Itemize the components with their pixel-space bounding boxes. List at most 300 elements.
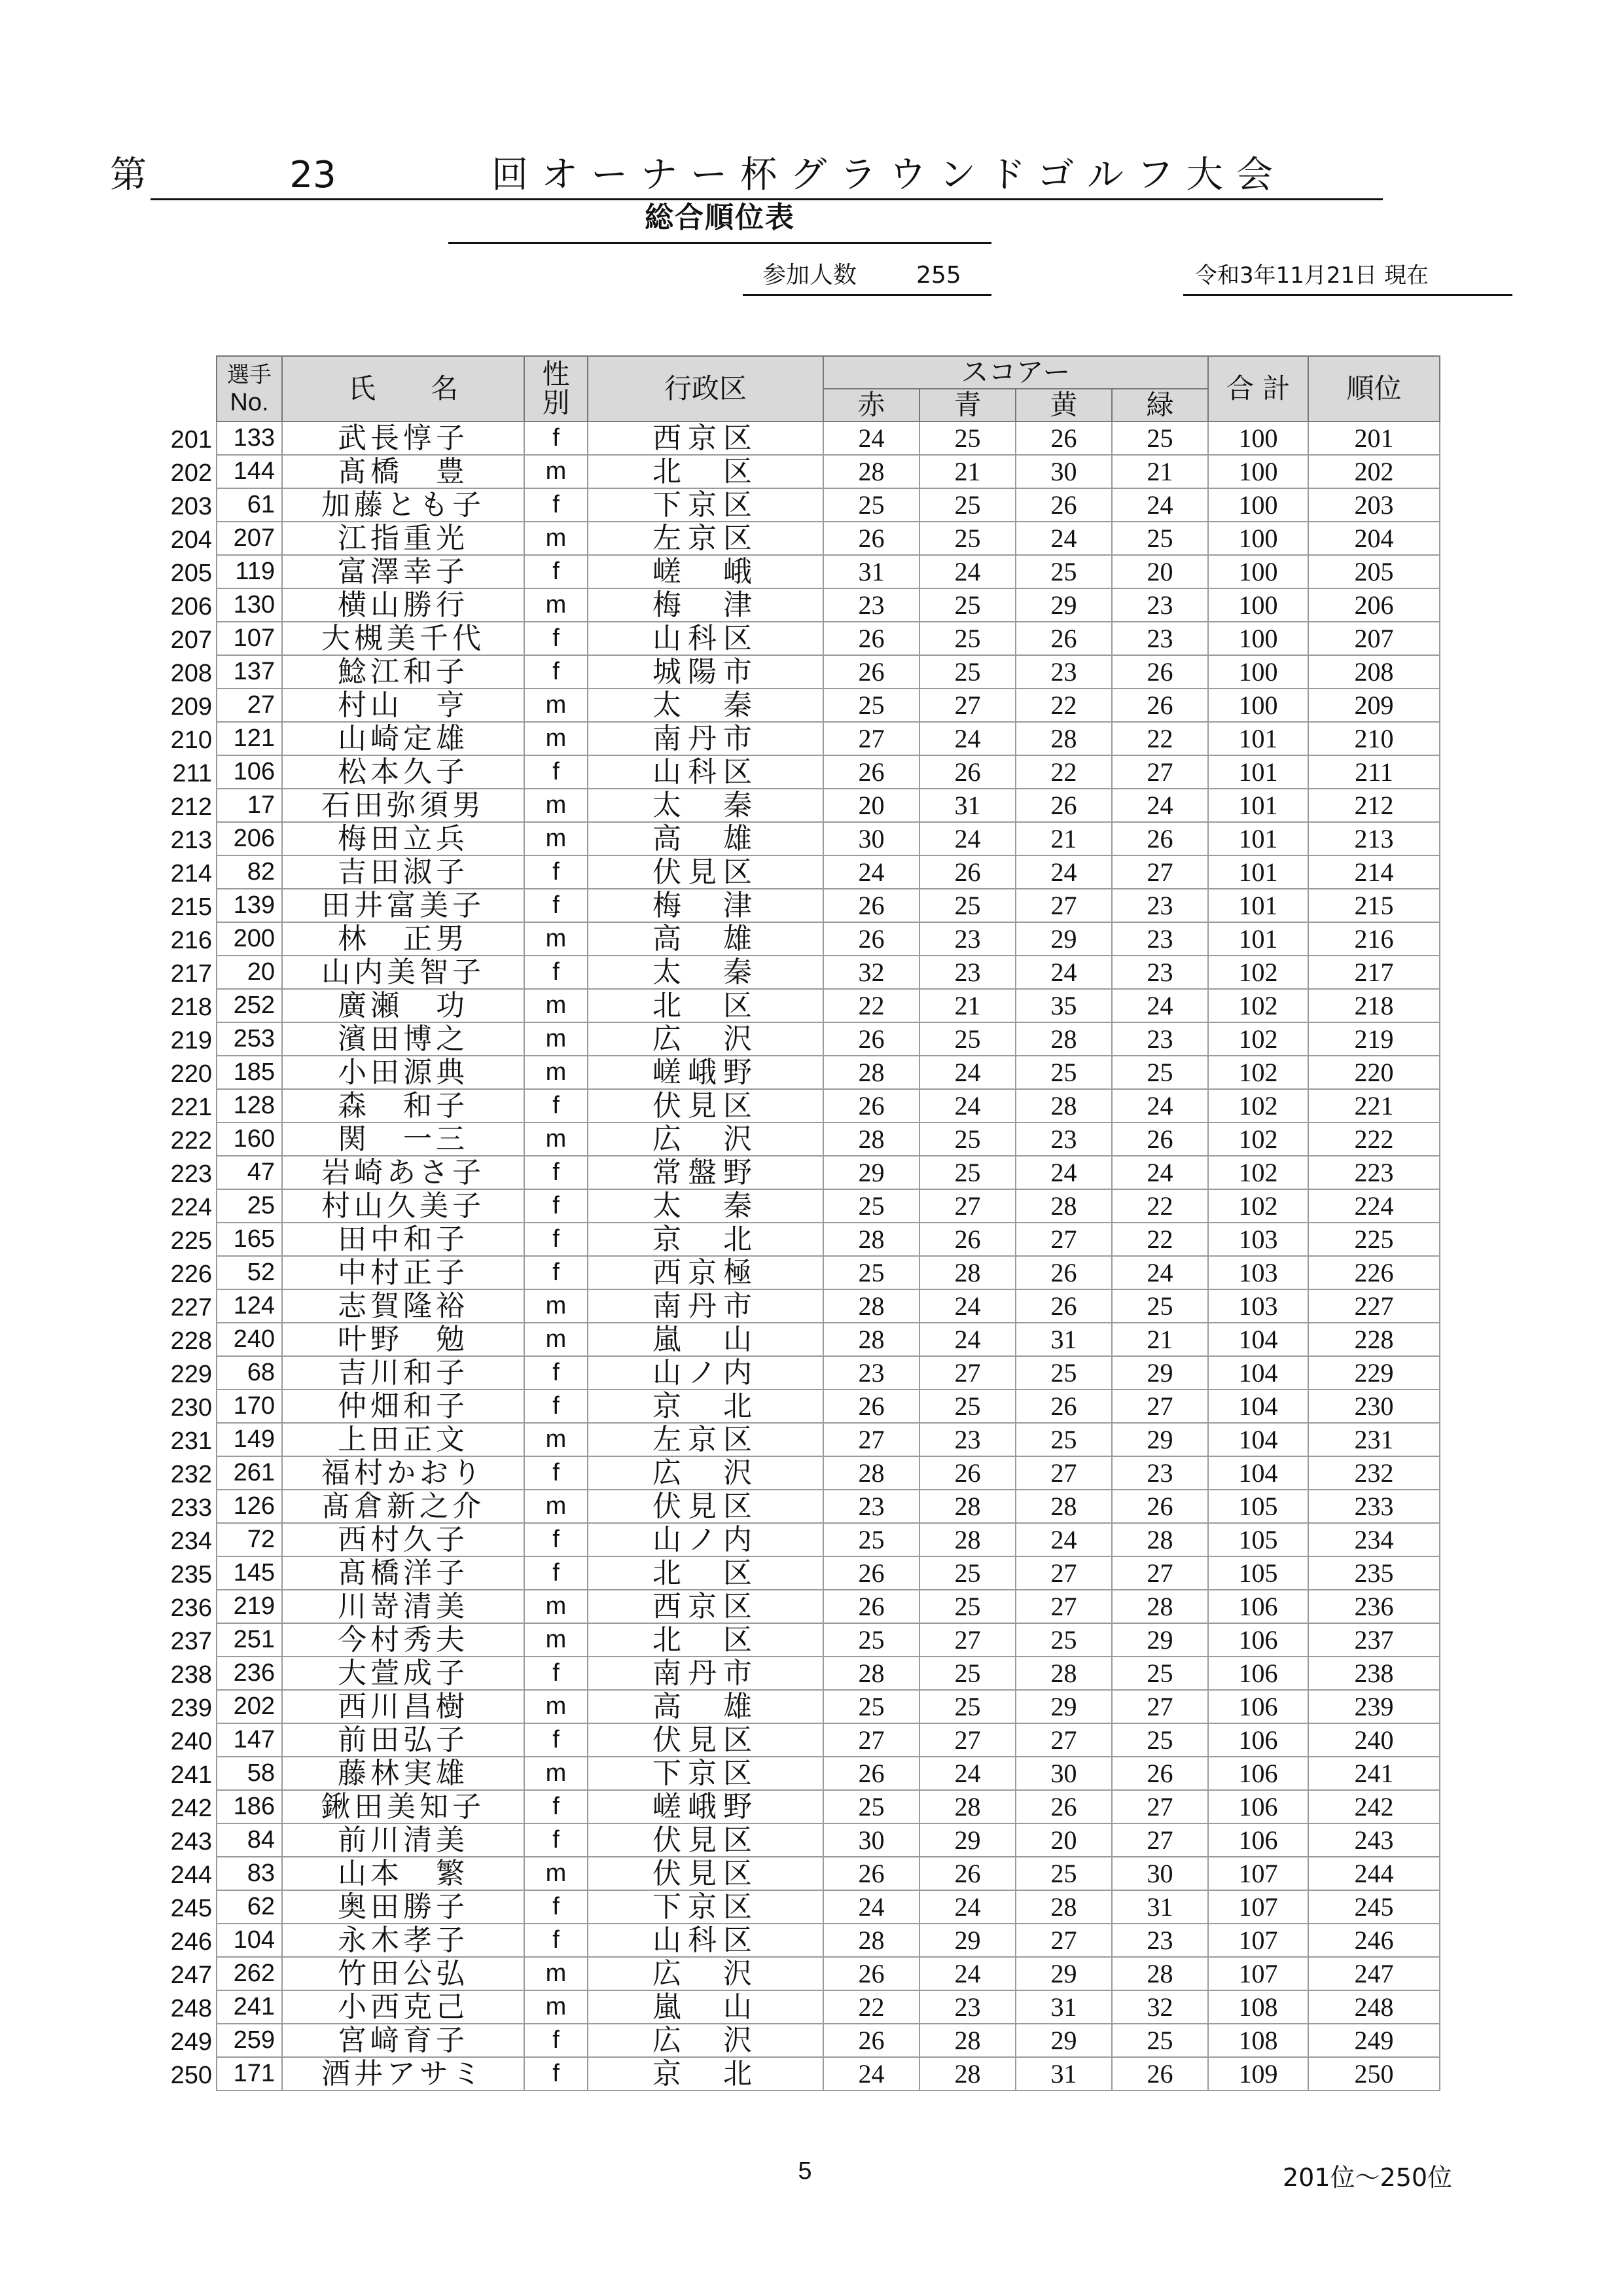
total-cell: 106 (1208, 1790, 1308, 1823)
score-green-cell: 24 (1112, 1256, 1208, 1289)
rank-range-note: 201位～250位 (1283, 2163, 1453, 2192)
sex-cell: m (524, 822, 588, 855)
header-name: 氏 名 (282, 356, 524, 422)
rank-cell: 231 (1308, 1423, 1440, 1456)
ward-cell: 嵯 峨 (588, 555, 823, 588)
rank-cell: 212 (1308, 789, 1440, 822)
score-red-cell: 28 (823, 1456, 919, 1490)
score-yellow-cell: 26 (1016, 789, 1112, 822)
table-row (217, 555, 1440, 588)
sex-cell: f (524, 1556, 588, 1590)
row-index-number: 205 (170, 560, 212, 587)
rank-cell: 205 (1308, 555, 1440, 588)
ranking-table (216, 355, 1440, 2091)
rank-cell: 236 (1308, 1590, 1440, 1623)
rank-cell: 203 (1308, 488, 1440, 522)
row-index-number: 217 (170, 960, 212, 988)
player-no-cell: 130 (217, 588, 282, 622)
rank-cell: 249 (1308, 2024, 1440, 2057)
row-index-number: 237 (170, 1628, 212, 1655)
row-index-number: 204 (170, 526, 212, 554)
header-player-no-top: 選手 (227, 362, 272, 388)
sex-cell: f (524, 1823, 588, 1857)
player-no-cell: 139 (217, 889, 282, 922)
score-red-cell: 26 (823, 655, 919, 689)
score-blue-cell: 27 (919, 1723, 1016, 1757)
player-no-cell: 206 (217, 822, 282, 855)
sex-cell: f (524, 1456, 588, 1490)
total-cell: 101 (1208, 889, 1308, 922)
score-green-cell: 24 (1112, 1089, 1208, 1122)
rank-cell: 245 (1308, 1890, 1440, 1924)
score-blue-cell: 25 (919, 1156, 1016, 1189)
score-red-cell: 28 (823, 1924, 919, 1957)
row-index-number: 212 (170, 793, 212, 821)
score-blue-cell: 26 (919, 1857, 1016, 1890)
total-cell: 108 (1208, 2024, 1308, 2057)
score-red-cell: 23 (823, 588, 919, 622)
table-row (217, 1356, 1440, 1390)
score-blue-cell: 23 (919, 956, 1016, 989)
player-name-cell: 仲畑和子 (282, 1390, 524, 1423)
score-yellow-cell: 28 (1016, 1657, 1112, 1690)
score-green-cell: 23 (1112, 889, 1208, 922)
player-name-cell: 江指重光 (282, 522, 524, 555)
table-row (217, 1990, 1440, 2024)
score-yellow-cell: 29 (1016, 1690, 1112, 1723)
score-blue-cell: 26 (919, 755, 1016, 789)
row-index-number: 202 (170, 459, 212, 487)
ward-cell: 下京区 (588, 488, 823, 522)
player-name-cell: 中村正子 (282, 1256, 524, 1289)
sex-cell: f (524, 1790, 588, 1823)
total-cell: 102 (1208, 956, 1308, 989)
score-red-cell: 32 (823, 956, 919, 989)
player-no-cell: 160 (217, 1122, 282, 1156)
score-blue-cell: 25 (919, 522, 1016, 555)
score-yellow-cell: 31 (1016, 2057, 1112, 2090)
row-index-number: 215 (170, 893, 212, 921)
score-blue-cell: 28 (919, 1790, 1016, 1823)
sex-cell: m (524, 1623, 588, 1657)
ward-cell: 京 北 (588, 2057, 823, 2090)
score-red-cell: 28 (823, 1657, 919, 1690)
score-yellow-cell: 28 (1016, 1189, 1112, 1223)
score-red-cell: 25 (823, 488, 919, 522)
score-green-cell: 26 (1112, 2057, 1208, 2090)
score-yellow-cell: 29 (1016, 588, 1112, 622)
total-cell: 106 (1208, 1757, 1308, 1790)
score-green-cell: 23 (1112, 1022, 1208, 1056)
score-green-cell: 29 (1112, 1623, 1208, 1657)
player-name-cell: 村山久美子 (282, 1189, 524, 1223)
rank-cell: 209 (1308, 689, 1440, 722)
score-yellow-cell: 27 (1016, 1590, 1112, 1623)
score-yellow-cell: 26 (1016, 622, 1112, 655)
score-red-cell: 26 (823, 1757, 919, 1790)
score-red-cell: 24 (823, 2057, 919, 2090)
row-index-number: 207 (170, 626, 212, 654)
player-name-cell: 加藤とも子 (282, 488, 524, 522)
player-no-cell: 170 (217, 1390, 282, 1423)
rank-cell: 206 (1308, 588, 1440, 622)
sex-cell: f (524, 2024, 588, 2057)
row-index-number: 247 (170, 1962, 212, 1989)
score-yellow-cell: 23 (1016, 655, 1112, 689)
row-index-number: 234 (170, 1528, 212, 1555)
row-index-number: 233 (170, 1494, 212, 1522)
score-green-cell: 23 (1112, 1924, 1208, 1957)
player-no-cell: 240 (217, 1323, 282, 1356)
score-yellow-cell: 26 (1016, 422, 1112, 455)
rank-cell: 204 (1308, 522, 1440, 555)
page-number: 5 (798, 2157, 812, 2185)
row-index-number: 211 (172, 760, 212, 787)
score-blue-cell: 29 (919, 1924, 1016, 1957)
ward-cell: 西京区 (588, 422, 823, 455)
score-red-cell: 23 (823, 1356, 919, 1390)
row-index-number: 238 (170, 1661, 212, 1689)
row-index-number: 220 (170, 1060, 212, 1088)
row-index-number: 246 (170, 1928, 212, 1956)
score-yellow-cell: 22 (1016, 755, 1112, 789)
score-red-cell: 30 (823, 822, 919, 855)
player-name-cell: 今村秀夫 (282, 1623, 524, 1657)
score-green-cell: 23 (1112, 922, 1208, 956)
total-cell: 106 (1208, 1590, 1308, 1623)
table-row (217, 855, 1440, 889)
header-sex-top: 性 (542, 357, 570, 390)
row-index-number: 218 (170, 994, 212, 1021)
score-blue-cell: 29 (919, 1823, 1016, 1857)
score-yellow-cell: 31 (1016, 1990, 1112, 2024)
total-cell: 102 (1208, 989, 1308, 1022)
score-red-cell: 28 (823, 455, 919, 488)
score-green-cell: 25 (1112, 422, 1208, 455)
score-red-cell: 25 (823, 1523, 919, 1556)
score-blue-cell: 26 (919, 855, 1016, 889)
ward-cell: 下京区 (588, 1890, 823, 1924)
row-index-number: 231 (170, 1427, 212, 1455)
sex-cell: m (524, 1690, 588, 1723)
score-red-cell: 25 (823, 1256, 919, 1289)
row-index-number: 229 (170, 1361, 212, 1388)
row-index-number: 242 (170, 1795, 212, 1822)
player-name-cell: 田井富美子 (282, 889, 524, 922)
row-index-number: 209 (170, 693, 212, 721)
rank-cell: 215 (1308, 889, 1440, 922)
row-index-number: 227 (170, 1294, 212, 1321)
table-row (217, 1723, 1440, 1757)
table-row (217, 1523, 1440, 1556)
score-green-cell: 22 (1112, 1223, 1208, 1256)
player-no-cell: 124 (217, 1289, 282, 1323)
score-blue-cell: 23 (919, 1990, 1016, 2024)
player-no-cell: 126 (217, 1490, 282, 1523)
score-red-cell: 25 (823, 1790, 919, 1823)
score-yellow-cell: 30 (1016, 1757, 1112, 1790)
score-red-cell: 24 (823, 1890, 919, 1924)
total-cell: 101 (1208, 822, 1308, 855)
ward-cell: 広 沢 (588, 1022, 823, 1056)
ward-cell: 北 区 (588, 1556, 823, 1590)
rank-cell: 248 (1308, 1990, 1440, 2024)
score-blue-cell: 25 (919, 488, 1016, 522)
player-no-cell: 133 (217, 422, 282, 455)
total-cell: 105 (1208, 1556, 1308, 1590)
score-yellow-cell: 20 (1016, 1823, 1112, 1857)
row-index-number: 241 (170, 1761, 212, 1789)
total-cell: 101 (1208, 789, 1308, 822)
score-yellow-cell: 25 (1016, 1623, 1112, 1657)
ward-cell: 京 北 (588, 1390, 823, 1423)
player-name-cell: 山本 繁 (282, 1857, 524, 1890)
player-name-cell: 鯰江和子 (282, 655, 524, 689)
player-no-cell: 17 (217, 789, 282, 822)
player-no-cell: 236 (217, 1657, 282, 1690)
player-no-cell: 253 (217, 1022, 282, 1056)
player-name-cell: 村山 亨 (282, 689, 524, 722)
player-name-cell: 松本久子 (282, 755, 524, 789)
score-blue-cell: 24 (919, 722, 1016, 755)
player-no-cell: 252 (217, 989, 282, 1022)
header-total: 合 計 (1208, 356, 1308, 422)
player-name-cell: 山崎定雄 (282, 722, 524, 755)
ward-cell: 西京極 (588, 1256, 823, 1289)
player-name-cell: 岩崎あさ子 (282, 1156, 524, 1189)
score-red-cell: 26 (823, 1857, 919, 1890)
sex-cell: f (524, 855, 588, 889)
total-cell: 104 (1208, 1423, 1308, 1456)
player-name-cell: 鍬田美知子 (282, 1790, 524, 1823)
sex-cell: f (524, 889, 588, 922)
rank-cell: 250 (1308, 2057, 1440, 2090)
score-yellow-cell: 22 (1016, 689, 1112, 722)
score-yellow-cell: 28 (1016, 722, 1112, 755)
total-cell: 100 (1208, 588, 1308, 622)
tournament-name: 回オーナー杯グラウンドゴルフ大会 (491, 154, 1286, 196)
score-green-cell: 22 (1112, 1189, 1208, 1223)
total-cell: 100 (1208, 455, 1308, 488)
total-cell: 100 (1208, 422, 1308, 455)
score-red-cell: 27 (823, 1423, 919, 1456)
player-name-cell: 林 正男 (282, 922, 524, 956)
table-row (217, 1189, 1440, 1223)
row-index-number: 244 (170, 1861, 212, 1889)
total-cell: 104 (1208, 1390, 1308, 1423)
rank-cell: 240 (1308, 1723, 1440, 1757)
score-green-cell: 25 (1112, 1056, 1208, 1089)
ward-cell: 太 秦 (588, 689, 823, 722)
ward-cell: 伏見区 (588, 1857, 823, 1890)
score-green-cell: 23 (1112, 1456, 1208, 1490)
score-blue-cell: 27 (919, 1356, 1016, 1390)
sex-cell: m (524, 1990, 588, 2024)
sex-cell: f (524, 555, 588, 588)
player-no-cell: 147 (217, 1723, 282, 1757)
score-blue-cell: 27 (919, 1189, 1016, 1223)
score-red-cell: 26 (823, 755, 919, 789)
score-red-cell: 22 (823, 1990, 919, 2024)
score-red-cell: 24 (823, 422, 919, 455)
score-red-cell: 26 (823, 1957, 919, 1990)
ward-cell: 山科区 (588, 1924, 823, 1957)
player-no-cell: 185 (217, 1056, 282, 1089)
total-cell: 102 (1208, 1122, 1308, 1156)
score-yellow-cell: 24 (1016, 1523, 1112, 1556)
total-cell: 103 (1208, 1223, 1308, 1256)
row-index-number: 219 (170, 1027, 212, 1054)
total-cell: 106 (1208, 1823, 1308, 1857)
player-name-cell: 宮﨑育子 (282, 2024, 524, 2057)
table-row (217, 1022, 1440, 1056)
row-index-number: 208 (170, 660, 212, 687)
sex-cell: f (524, 1223, 588, 1256)
rank-cell: 225 (1308, 1223, 1440, 1256)
rank-cell: 216 (1308, 922, 1440, 956)
total-cell: 101 (1208, 722, 1308, 755)
table-row (217, 989, 1440, 1022)
row-index-number: 240 (170, 1728, 212, 1755)
score-yellow-cell: 27 (1016, 1223, 1112, 1256)
score-yellow-cell: 29 (1016, 1957, 1112, 1990)
score-red-cell: 25 (823, 1189, 919, 1223)
row-index-number: 213 (170, 827, 212, 854)
ward-cell: 北 区 (588, 1623, 823, 1657)
score-green-cell: 31 (1112, 1890, 1208, 1924)
header-ward: 行政区 (588, 356, 823, 422)
as-of-text: 令和3年11月21日 現在 (1195, 262, 1429, 289)
sex-cell: m (524, 1857, 588, 1890)
score-green-cell: 27 (1112, 1390, 1208, 1423)
table-row (217, 1289, 1440, 1323)
score-red-cell: 29 (823, 1156, 919, 1189)
score-blue-cell: 24 (919, 1757, 1016, 1790)
sex-cell: m (524, 722, 588, 755)
total-cell: 105 (1208, 1490, 1308, 1523)
row-index-number: 222 (170, 1127, 212, 1155)
table-row (217, 1790, 1440, 1823)
sex-cell: f (524, 622, 588, 655)
sex-cell: m (524, 1289, 588, 1323)
ward-cell: 広 沢 (588, 1957, 823, 1990)
player-no-cell: 144 (217, 455, 282, 488)
player-no-cell: 145 (217, 1556, 282, 1590)
score-yellow-cell: 28 (1016, 1022, 1112, 1056)
player-name-cell: 竹田公弘 (282, 1957, 524, 1990)
total-cell: 101 (1208, 922, 1308, 956)
score-blue-cell: 28 (919, 2024, 1016, 2057)
player-name-cell: 髙橋 豊 (282, 455, 524, 488)
ward-cell: 伏見区 (588, 1823, 823, 1857)
table-row (217, 2057, 1440, 2090)
score-red-cell: 24 (823, 855, 919, 889)
table-row (217, 522, 1440, 555)
sex-cell: m (524, 522, 588, 555)
row-index-number: 243 (170, 1828, 212, 1856)
score-green-cell: 27 (1112, 1556, 1208, 1590)
score-green-cell: 28 (1112, 1957, 1208, 1990)
header-sex (524, 356, 588, 422)
score-blue-cell: 26 (919, 1223, 1016, 1256)
score-blue-cell: 25 (919, 1657, 1016, 1690)
score-blue-cell: 24 (919, 1957, 1016, 1990)
document-title (110, 149, 1383, 202)
player-name-cell: 永木孝子 (282, 1924, 524, 1957)
player-no-cell: 219 (217, 1590, 282, 1623)
player-no-cell: 47 (217, 1156, 282, 1189)
row-index-number: 221 (170, 1094, 212, 1121)
player-name-cell: 森 和子 (282, 1089, 524, 1122)
player-no-cell: 106 (217, 755, 282, 789)
rank-cell: 241 (1308, 1757, 1440, 1790)
ward-cell: 西京区 (588, 1590, 823, 1623)
score-yellow-cell: 25 (1016, 555, 1112, 588)
total-cell: 101 (1208, 755, 1308, 789)
player-name-cell: 叶野 勉 (282, 1323, 524, 1356)
ward-cell: 左京区 (588, 1423, 823, 1456)
rank-cell: 232 (1308, 1456, 1440, 1490)
player-name-cell: 梅田立兵 (282, 822, 524, 855)
table-row (217, 755, 1440, 789)
player-no-cell: 119 (217, 555, 282, 588)
ward-cell: 高 雄 (588, 822, 823, 855)
player-no-cell: 128 (217, 1089, 282, 1122)
score-green-cell: 24 (1112, 488, 1208, 522)
sex-cell: f (524, 655, 588, 689)
table-row (217, 1556, 1440, 1590)
player-name-cell: 関 一三 (282, 1122, 524, 1156)
score-green-cell: 27 (1112, 855, 1208, 889)
score-red-cell: 26 (823, 1022, 919, 1056)
score-green-cell: 29 (1112, 1423, 1208, 1456)
rank-cell: 214 (1308, 855, 1440, 889)
sex-cell: m (524, 1757, 588, 1790)
ward-cell: 山ノ内 (588, 1356, 823, 1390)
player-no-cell: 261 (217, 1456, 282, 1490)
score-red-cell: 27 (823, 722, 919, 755)
score-blue-cell: 28 (919, 1523, 1016, 1556)
score-red-cell: 25 (823, 1623, 919, 1657)
sex-cell: m (524, 989, 588, 1022)
score-blue-cell: 24 (919, 1289, 1016, 1323)
header-player-no (217, 356, 282, 422)
row-index-number: 203 (170, 493, 212, 520)
table-row (217, 1223, 1440, 1256)
rank-cell: 237 (1308, 1623, 1440, 1657)
ward-cell: 城陽市 (588, 655, 823, 689)
player-no-cell: 107 (217, 622, 282, 655)
score-blue-cell: 25 (919, 1590, 1016, 1623)
score-red-cell: 26 (823, 1390, 919, 1423)
score-red-cell: 28 (823, 1122, 919, 1156)
sex-cell: m (524, 1423, 588, 1456)
player-name-cell: 上田正文 (282, 1423, 524, 1456)
score-yellow-cell: 27 (1016, 1556, 1112, 1590)
score-red-cell: 23 (823, 1490, 919, 1523)
player-name-cell: 濱田博之 (282, 1022, 524, 1056)
score-green-cell: 27 (1112, 1690, 1208, 1723)
score-red-cell: 25 (823, 1690, 919, 1723)
total-cell: 100 (1208, 689, 1308, 722)
table-row (217, 1056, 1440, 1089)
table-row (217, 1089, 1440, 1122)
row-index-number: 232 (170, 1461, 212, 1488)
header-score-green: 緑 (1112, 389, 1208, 422)
total-cell: 107 (1208, 1857, 1308, 1890)
table-row (217, 1890, 1440, 1924)
table-row (217, 588, 1440, 622)
